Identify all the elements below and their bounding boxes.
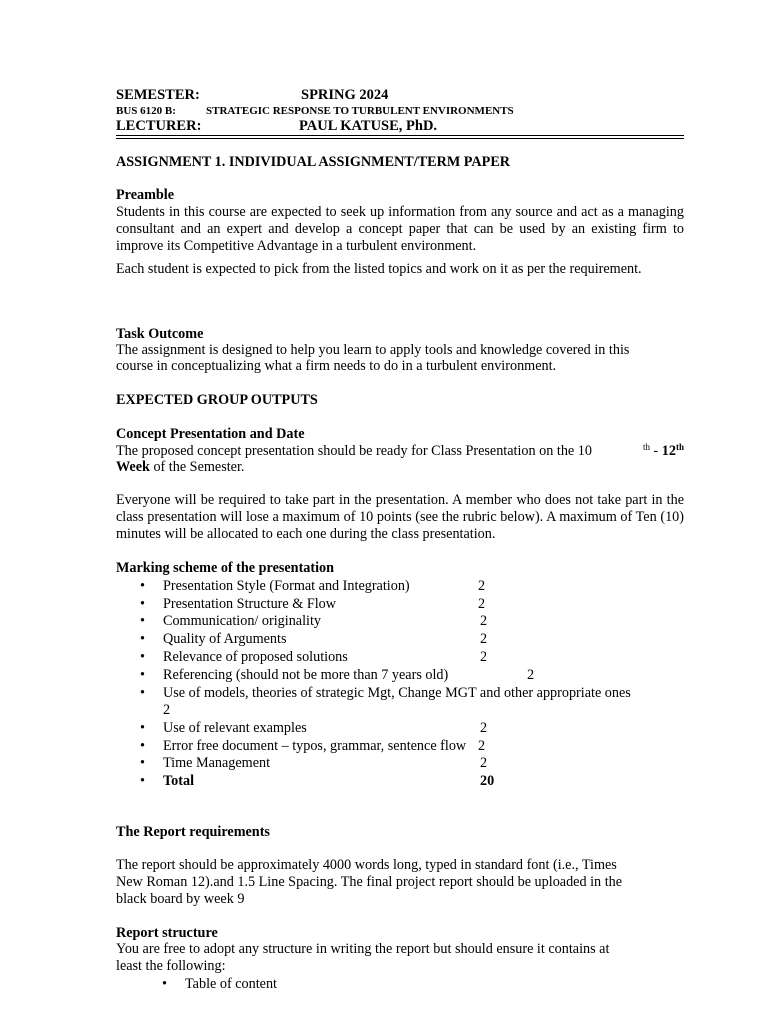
bullet-icon: •: [140, 667, 145, 683]
task-outcome-line-1: The assignment is designed to help you learn to apply tools and knowledge covered in this: [116, 342, 630, 358]
marking-item-points: 2: [163, 702, 171, 718]
structure-item-label: Table of content: [185, 976, 277, 992]
bullet-icon: •: [162, 976, 167, 992]
report-requirements-line-2: New Roman 12).and 1.5 Line Spacing. The final project report should be uploaded in the: [116, 874, 623, 890]
bullet-icon: •: [140, 596, 145, 612]
marking-item-label: Presentation Structure & Flow: [163, 596, 336, 612]
concept-presentation-text: The proposed concept presentation should be ready for Class Presentation on the 10: [116, 443, 592, 459]
semester-label: SEMESTER:: [116, 87, 200, 103]
marking-item-points: 2: [478, 578, 486, 594]
course-code: BUS 6120 B:: [116, 105, 176, 117]
marking-item-points: 2: [480, 649, 488, 665]
bullet-icon: •: [140, 755, 145, 771]
bullet-icon: •: [140, 685, 145, 701]
week-number-12: 12: [661, 443, 676, 459]
lecturer-value: PAUL KATUSE, PhD.: [299, 118, 438, 134]
report-requirements-heading: The Report requirements: [116, 824, 270, 840]
marking-item-label: Use of models, theories of strategic Mgt, Change MGT and other appropriate ones: [163, 685, 631, 701]
week-label: Week: [116, 459, 150, 475]
marking-item-label: Quality of Arguments: [163, 631, 287, 647]
header-rule-top: [116, 135, 684, 136]
concept-presentation-line-1: [116, 443, 684, 460]
semester-text: of the Semester.: [149, 459, 245, 475]
bullet-icon: •: [140, 738, 145, 754]
marking-item-label: Time Management: [163, 755, 271, 771]
marking-item-points: 2: [478, 738, 486, 754]
marking-item-label: Total: [163, 773, 195, 789]
marking-item-label: Relevance of proposed solutions: [163, 649, 348, 665]
marking-item-points: 2: [480, 631, 488, 647]
marking-item-label: Use of relevant examples: [163, 720, 307, 736]
bullet-icon: •: [140, 720, 145, 736]
marking-scheme-heading: Marking scheme of the presentation: [116, 560, 335, 576]
superscript-th-2: th: [675, 442, 684, 452]
marking-item-points: 2: [478, 596, 486, 612]
week-dash: -: [649, 443, 662, 459]
bullet-icon: •: [140, 773, 145, 789]
presentation-participation-paragraph: Everyone will be required to take part in the presentation. A member who does not take part in the class presentation will lose a maximum of 10 points (see the rubric below). A maximum of Ten (10) minutes will be allocated to each one during the class presentation.: [116, 492, 684, 542]
marking-item-label: Referencing (should not be more than 7 years old): [163, 667, 449, 683]
marking-item-points: 2: [480, 755, 488, 771]
report-requirements-line-3: black board by week 9: [116, 891, 245, 907]
marking-item-label: Presentation Style (Format and Integration): [163, 578, 410, 594]
lecturer-label: LECTURER:: [116, 118, 202, 134]
marking-item-points: 2: [527, 667, 535, 683]
preamble-paragraph-2: Each student is expected to pick from the listed topics and work on it as per the requirement.: [116, 261, 642, 277]
superscript-th-1: th: [642, 442, 650, 452]
task-outcome-line-2: course in conceptualizing what a firm needs to do in a turbulent environment.: [116, 358, 557, 374]
assignment-title: ASSIGNMENT 1. INDIVIDUAL ASSIGNMENT/TERM PAPER: [116, 154, 511, 170]
marking-item-label: Error free document – typos, grammar, sentence flow: [163, 738, 467, 754]
bullet-icon: •: [140, 578, 145, 594]
course-title: STRATEGIC RESPONSE TO TURBULENT ENVIRONMENTS: [206, 105, 514, 117]
marking-item-label: Communication/ originality: [163, 613, 322, 629]
expected-outputs-heading: EXPECTED GROUP OUTPUTS: [116, 392, 318, 408]
preamble-heading: Preamble: [116, 187, 175, 203]
bullet-icon: •: [140, 613, 145, 629]
concept-presentation-heading: Concept Presentation and Date: [116, 426, 305, 442]
marking-item-points: 2: [480, 613, 488, 629]
bullet-icon: •: [140, 631, 145, 647]
semester-value: SPRING 2024: [301, 87, 389, 103]
report-requirements-line-1: The report should be approximately 4000 words long, typed in standard font (i.e., Times: [116, 857, 617, 873]
marking-item-points: 2: [480, 720, 488, 736]
header-rule-bottom: [116, 138, 684, 139]
marking-item-points: 20: [480, 773, 495, 789]
task-outcome-heading: Task Outcome: [116, 326, 204, 342]
bullet-icon: •: [140, 649, 145, 665]
report-structure-heading: Report structure: [116, 925, 218, 941]
preamble-paragraph-1: Students in this course are expected to seek up information from any source and act as a managing consultant and an expert and develop a concept paper that can be used by an existing firm to improve its Competitive Advantage in a turbulent environment.: [116, 204, 684, 254]
report-structure-line-2: least the following:: [116, 958, 226, 974]
report-structure-line-1: You are free to adopt any structure in writing the report but should ensure it contains at: [116, 941, 610, 957]
concept-presentation-line-2: [116, 459, 244, 476]
